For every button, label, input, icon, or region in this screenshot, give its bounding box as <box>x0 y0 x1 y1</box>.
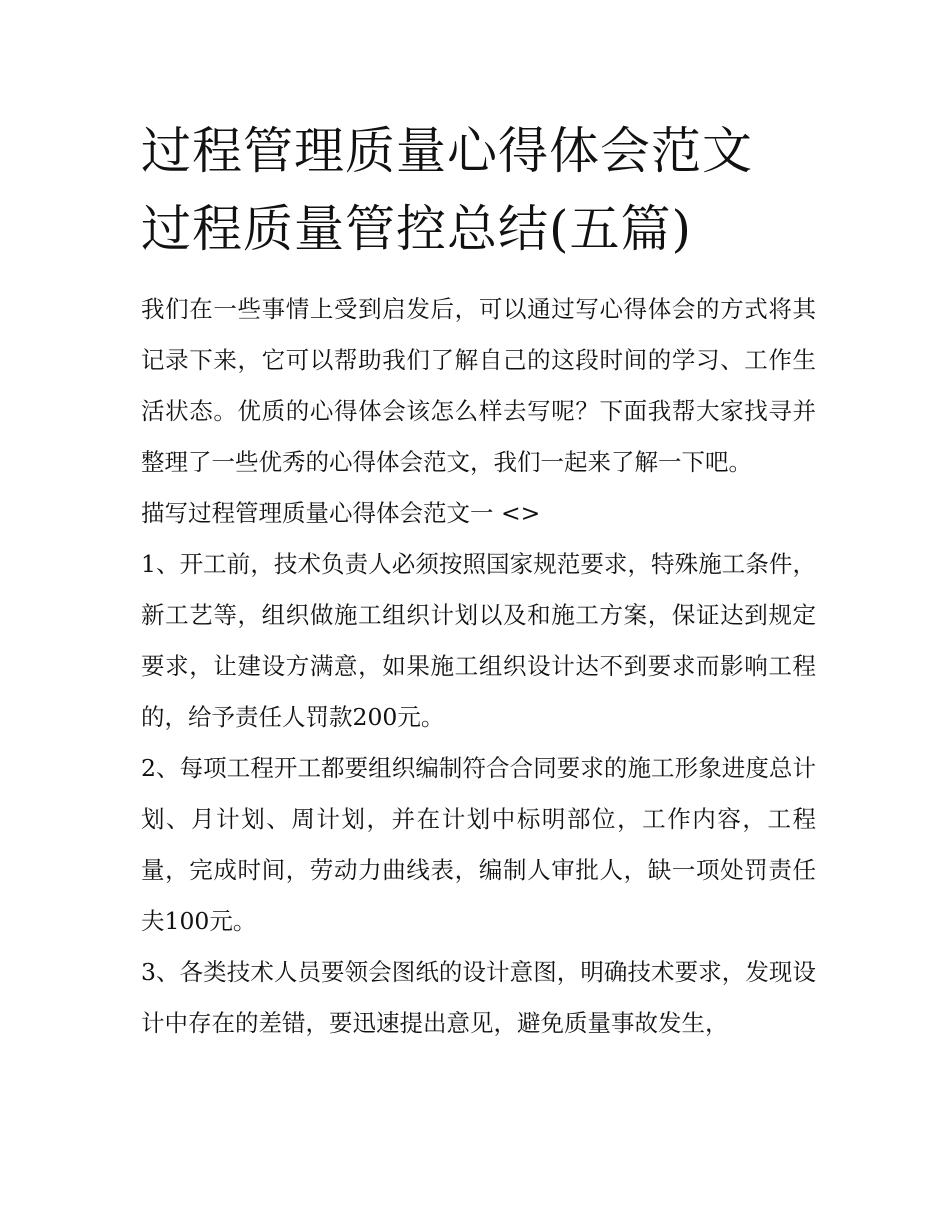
list-item: 3、各类技术人员要领会图纸的设计意图，明确技术要求，发现设计中存在的差错，要迅速提出意见，避免质量事故发生， <box>141 958 816 1037</box>
list-item: 1、开工前，技术负责人必须按照国家规范要求，特殊施工条件，新工艺等，组织做施工组织计划以及和施工方案，保证达到规定要求，让建设方满意，如果施工组织设计达不到要求而影响工程的，给予责任人罚款200元。 <box>141 550 816 731</box>
list-item: 2、每项工程开工都要组织编制符合合同要求的施工形象进度总计划、月计划、周计划，并在计划中标明部位，工作内容，工程量，完成时间，劳动力曲线表，编制人审批人，缺一项处罚责任夫100元。 <box>141 754 816 935</box>
intro-paragraph: 我们在一些事情上受到启发后，可以通过写心得体会的方式将其记录下来，它可以帮助我们了解自己的这段时间的学习、工作生活状态。优质的心得体会该怎么样去写呢？下面我帮大家找寻并整理了一些优秀的心得体会范文，我们一起来了解一下吧。 <box>141 295 816 476</box>
section-heading: 描写过程管理质量心得体会范文一 <> <box>141 499 541 527</box>
document-title: 过程管理质量心得体会范文 过程质量管控总结(五篇) <box>141 122 753 258</box>
document-page <box>141 112 816 1049</box>
